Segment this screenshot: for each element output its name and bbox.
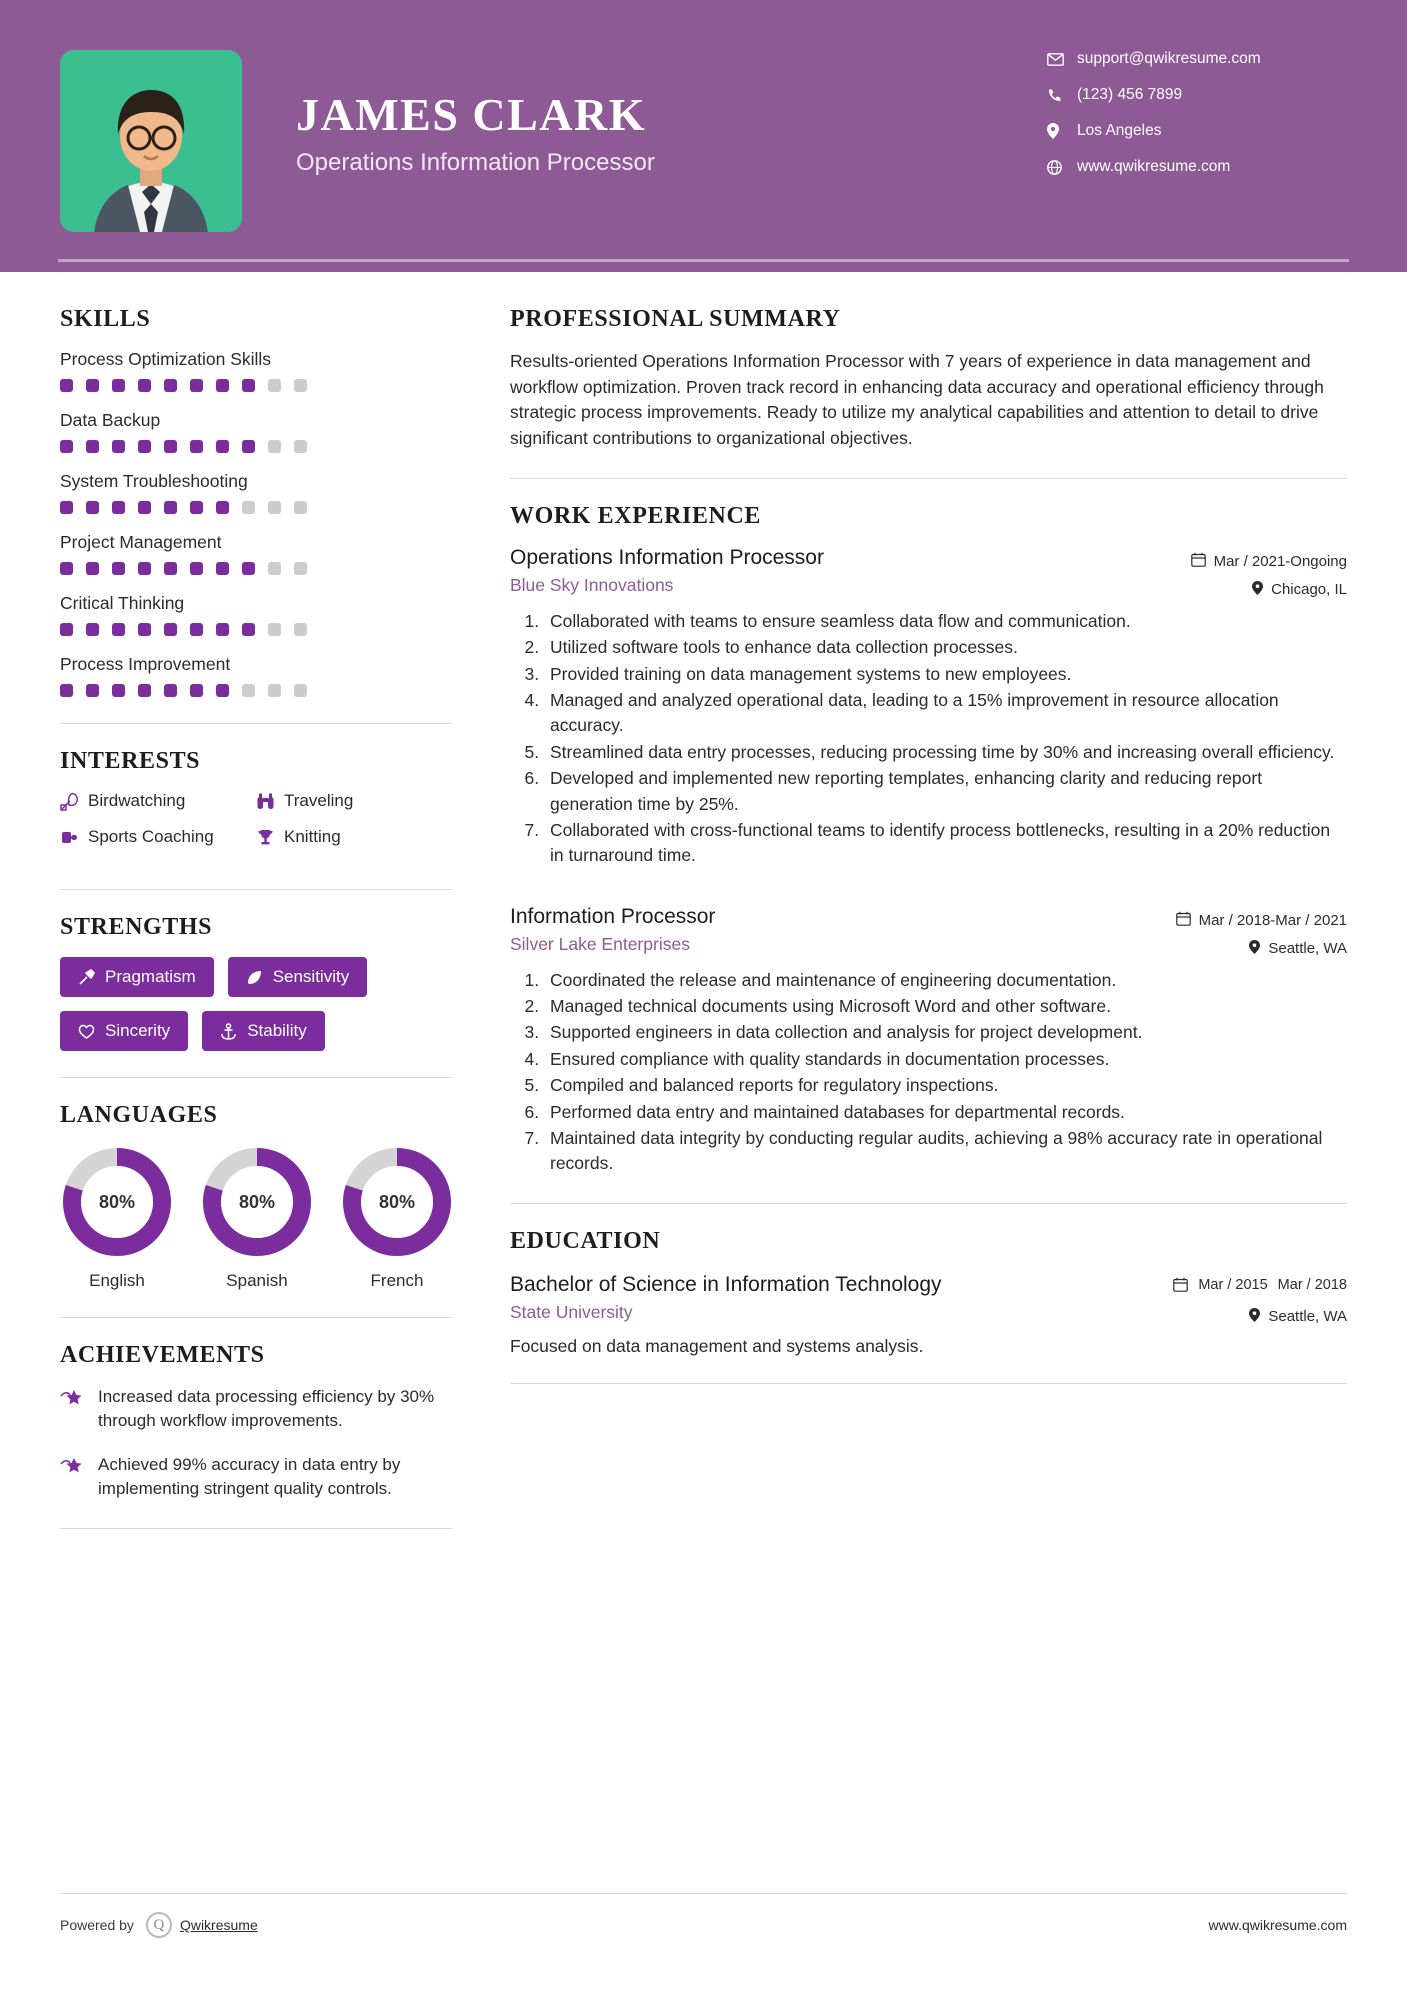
divider bbox=[60, 723, 452, 724]
skill-dot bbox=[138, 440, 151, 453]
skill-rating bbox=[60, 623, 452, 636]
skill-item bbox=[60, 593, 452, 636]
location-pin-icon bbox=[1252, 581, 1263, 599]
skill-dot bbox=[242, 501, 255, 514]
education-note: Focused on data management and systems analysis. bbox=[510, 1335, 924, 1356]
skill-dot bbox=[86, 684, 99, 697]
skills-list bbox=[60, 349, 452, 697]
education-location-text: Seattle, WA bbox=[1268, 1308, 1347, 1326]
skill-dot bbox=[216, 562, 229, 575]
star-badge-icon bbox=[60, 1385, 98, 1433]
strength-chip bbox=[60, 1011, 188, 1051]
skill-dot bbox=[294, 379, 307, 392]
calendar-icon bbox=[1191, 552, 1206, 571]
skill-dot bbox=[60, 562, 73, 575]
skill-dot bbox=[190, 623, 203, 636]
skill-item bbox=[60, 471, 452, 514]
skill-dot bbox=[268, 623, 281, 636]
skill-dot bbox=[190, 501, 203, 514]
interests-list bbox=[60, 791, 452, 863]
language-label: Spanish bbox=[226, 1271, 288, 1290]
skill-dot bbox=[268, 562, 281, 575]
contact-location bbox=[1047, 122, 1347, 140]
language-value: 80% bbox=[98, 1191, 136, 1212]
skill-label: Project Management bbox=[60, 532, 222, 552]
globe-icon bbox=[1047, 160, 1073, 175]
skill-dot bbox=[112, 440, 125, 453]
skill-dot bbox=[60, 623, 73, 636]
header-job-title: Operations Information Processor bbox=[296, 149, 655, 176]
divider bbox=[60, 1528, 452, 1529]
job-bullet: 3. Supported engineers in data collection and analysis for project development. bbox=[544, 1020, 1347, 1045]
contact-phone[interactable] bbox=[1047, 86, 1347, 104]
language-value: 80% bbox=[378, 1191, 416, 1212]
job-location-text: Seattle, WA bbox=[1268, 940, 1347, 958]
job-company: Silver Lake Enterprises bbox=[510, 933, 690, 954]
achievements-list bbox=[60, 1385, 452, 1502]
right-column bbox=[500, 306, 1347, 1529]
divider bbox=[60, 889, 452, 890]
experience-entry bbox=[510, 905, 1347, 1177]
name-block bbox=[296, 50, 655, 177]
contact-phone-text: (123) 456 7899 bbox=[1077, 86, 1183, 103]
skill-dot bbox=[86, 501, 99, 514]
job-location bbox=[1249, 934, 1347, 958]
job-company: Blue Sky Innovations bbox=[510, 574, 674, 595]
education-location bbox=[1249, 1302, 1347, 1326]
achievement-item bbox=[60, 1453, 452, 1501]
section-title-achievements: ACHIEVEMENTS bbox=[60, 1342, 265, 1368]
skill-dot bbox=[216, 501, 229, 514]
skill-dot bbox=[294, 440, 307, 453]
leaf-icon bbox=[246, 969, 263, 986]
strength-label: Stability bbox=[247, 1021, 307, 1040]
skill-dot bbox=[112, 379, 125, 392]
skill-dot bbox=[164, 379, 177, 392]
left-column bbox=[60, 306, 500, 1529]
skill-label: Data Backup bbox=[60, 410, 161, 430]
skill-label: Process Improvement bbox=[60, 654, 231, 674]
contact-website-text: www.qwikresume.com bbox=[1077, 158, 1231, 175]
powered-by-label: Powered by bbox=[60, 1917, 134, 1933]
skill-dot bbox=[242, 379, 255, 392]
skill-dot bbox=[190, 440, 203, 453]
section-title-strengths: STRENGTHS bbox=[60, 914, 213, 940]
strength-label: Sincerity bbox=[105, 1021, 171, 1040]
contact-location-text: Los Angeles bbox=[1077, 122, 1162, 139]
section-title-languages: LANGUAGES bbox=[60, 1102, 218, 1128]
interest-item bbox=[60, 791, 256, 811]
skill-dot bbox=[242, 684, 255, 697]
education-entry bbox=[510, 1271, 1347, 1357]
divider bbox=[60, 1077, 452, 1078]
skill-dot bbox=[138, 562, 151, 575]
skill-dot bbox=[294, 562, 307, 575]
page-title: JAMES CLARK bbox=[296, 89, 647, 140]
section-title-skills: SKILLS bbox=[60, 306, 151, 332]
location-pin-icon bbox=[1249, 940, 1260, 958]
section-title-interests: INTERESTS bbox=[60, 748, 201, 774]
experience-list bbox=[510, 546, 1347, 1177]
job-bullets bbox=[544, 609, 1347, 869]
skill-dot bbox=[138, 623, 151, 636]
achievement-text: Achieved 99% accuracy in data entry by implementing stringent quality controls. bbox=[98, 1455, 401, 1499]
mail-icon bbox=[1047, 53, 1073, 66]
interest-label: Knitting bbox=[284, 827, 341, 846]
skill-dot bbox=[190, 562, 203, 575]
resume-header bbox=[0, 0, 1407, 272]
whistle-icon bbox=[60, 828, 88, 847]
section-title-experience: WORK EXPERIENCE bbox=[510, 502, 762, 529]
strength-chip bbox=[202, 1011, 325, 1051]
job-date bbox=[1191, 546, 1347, 571]
feather-icon bbox=[60, 792, 88, 811]
language-item bbox=[60, 1145, 174, 1291]
skill-item bbox=[60, 349, 452, 392]
brand-name[interactable]: Qwikresume bbox=[179, 1917, 258, 1933]
skill-rating bbox=[60, 562, 452, 575]
location-pin-icon bbox=[1249, 1308, 1260, 1326]
job-bullet: 5. Streamlined data entry processes, reducing processing time by 30% and increasing overall efficiency. bbox=[544, 740, 1347, 765]
skill-dot bbox=[216, 623, 229, 636]
skill-dot bbox=[216, 440, 229, 453]
heart-icon bbox=[78, 1023, 95, 1039]
resume-body bbox=[0, 272, 1407, 1529]
job-role: Operations Information Processor bbox=[510, 545, 824, 569]
language-label: English bbox=[89, 1271, 145, 1290]
skill-dot bbox=[242, 440, 255, 453]
strength-chip bbox=[228, 957, 368, 997]
skill-dot bbox=[294, 684, 307, 697]
interest-item bbox=[256, 827, 452, 847]
skill-dot bbox=[164, 562, 177, 575]
language-gauge bbox=[200, 1145, 314, 1259]
language-gauge bbox=[60, 1145, 174, 1259]
divider bbox=[510, 1383, 1347, 1384]
skill-item bbox=[60, 410, 452, 453]
skill-dot bbox=[190, 379, 203, 392]
profile-photo bbox=[60, 50, 242, 232]
divider bbox=[510, 478, 1347, 479]
skill-dot bbox=[60, 684, 73, 697]
interest-item bbox=[256, 791, 452, 811]
job-bullet: 7. Maintained data integrity by conducting regular audits, achieving a 98% accuracy rate in operational records. bbox=[544, 1126, 1347, 1177]
skill-dot bbox=[164, 623, 177, 636]
avatar-illustration bbox=[60, 50, 242, 232]
education-dates bbox=[1173, 1271, 1347, 1296]
brand-mark-icon: Q bbox=[146, 1912, 172, 1938]
skill-dot bbox=[268, 684, 281, 697]
skill-dot bbox=[86, 440, 99, 453]
experience-entry bbox=[510, 546, 1347, 869]
job-role: Information Processor bbox=[510, 904, 716, 928]
job-bullet: 5. Compiled and balanced reports for regulatory inspections. bbox=[544, 1073, 1347, 1098]
location-pin-icon bbox=[1047, 123, 1073, 139]
language-value: 80% bbox=[238, 1191, 276, 1212]
achievement-item bbox=[60, 1385, 452, 1433]
skill-dot bbox=[138, 684, 151, 697]
language-gauge bbox=[340, 1145, 454, 1259]
skill-rating bbox=[60, 684, 452, 697]
job-bullet: 1. Collaborated with teams to ensure seamless data flow and communication. bbox=[544, 609, 1347, 634]
skill-dot bbox=[268, 440, 281, 453]
skill-item bbox=[60, 532, 452, 575]
education-start: Mar / 2015 bbox=[1198, 1277, 1268, 1294]
skill-dot bbox=[86, 379, 99, 392]
skill-dot bbox=[164, 440, 177, 453]
job-bullet: 4. Managed and analyzed operational data, leading to a 15% improvement in resource allocation accuracy. bbox=[544, 688, 1347, 739]
job-date bbox=[1176, 905, 1347, 930]
contact-website[interactable] bbox=[1047, 158, 1347, 176]
skill-dot bbox=[112, 684, 125, 697]
strength-label: Pragmatism bbox=[105, 967, 196, 986]
skill-dot bbox=[86, 562, 99, 575]
contact-email[interactable] bbox=[1047, 50, 1347, 68]
hammer-icon bbox=[78, 969, 95, 986]
strengths-list bbox=[60, 957, 452, 1051]
skill-dot bbox=[86, 623, 99, 636]
binoculars-icon bbox=[256, 792, 284, 811]
skill-dot bbox=[268, 501, 281, 514]
calendar-icon bbox=[1176, 911, 1191, 930]
job-location-text: Chicago, IL bbox=[1271, 581, 1347, 599]
skill-dot bbox=[216, 379, 229, 392]
education-end: Mar / 2018 bbox=[1277, 1277, 1347, 1294]
job-bullet: 1. Coordinated the release and maintenance of engineering documentation. bbox=[544, 968, 1347, 993]
footer-website[interactable]: www.qwikresume.com bbox=[1208, 1917, 1347, 1933]
job-bullet: 6. Performed data entry and maintained databases for departmental records. bbox=[544, 1100, 1347, 1125]
interest-label: Birdwatching bbox=[88, 791, 186, 810]
language-label: French bbox=[370, 1271, 424, 1290]
job-location bbox=[1252, 575, 1347, 599]
anchor-icon bbox=[220, 1023, 237, 1040]
job-bullet: 4. Ensured compliance with quality standards in documentation processes. bbox=[544, 1047, 1347, 1072]
skill-dot bbox=[112, 501, 125, 514]
divider bbox=[510, 1203, 1347, 1204]
job-date-text: Mar / 2018-Mar / 2021 bbox=[1198, 911, 1347, 929]
skill-dot bbox=[294, 501, 307, 514]
skill-dot bbox=[294, 623, 307, 636]
skill-rating bbox=[60, 440, 452, 453]
skill-dot bbox=[242, 562, 255, 575]
job-date-text: Mar / 2021-Ongoing bbox=[1213, 552, 1347, 570]
job-bullet: 2. Utilized software tools to enhance data collection processes. bbox=[544, 635, 1347, 660]
strength-label: Sensitivity bbox=[272, 967, 350, 986]
education-degree: Bachelor of Science in Information Technology bbox=[510, 1272, 942, 1296]
skill-label: Critical Thinking bbox=[60, 593, 185, 613]
skill-dot bbox=[60, 440, 73, 453]
skill-dot bbox=[190, 684, 203, 697]
divider bbox=[60, 1317, 452, 1318]
section-title-education: EDUCATION bbox=[510, 1227, 661, 1254]
skill-rating bbox=[60, 379, 452, 392]
summary-text: Results-oriented Operations Information Processor with 7 years of experience in data management and workflow optimization. Proven track record in enhancing data accuracy and operational efficiency through strategic process improvements. Ready to utilize my analytical capabilities and attention to detail to drive significant contributions to organizational objectives. bbox=[510, 351, 1324, 449]
skill-dot bbox=[164, 501, 177, 514]
skill-dot bbox=[112, 623, 125, 636]
star-badge-icon bbox=[60, 1453, 98, 1501]
education-school: State University bbox=[510, 1301, 633, 1322]
skill-item bbox=[60, 654, 452, 697]
skill-dot bbox=[112, 562, 125, 575]
calendar-icon bbox=[1173, 1277, 1188, 1296]
skill-label: System Troubleshooting bbox=[60, 471, 248, 491]
spacer bbox=[510, 875, 1347, 905]
qwikresume-logo[interactable] bbox=[146, 1912, 258, 1938]
skill-dot bbox=[242, 623, 255, 636]
skill-dot bbox=[164, 684, 177, 697]
skill-dot bbox=[138, 379, 151, 392]
skill-dot bbox=[216, 684, 229, 697]
job-bullets bbox=[544, 968, 1347, 1177]
achievement-text: Increased data processing efficiency by 30% through workflow improvements. bbox=[98, 1387, 435, 1431]
job-bullet: 6. Developed and implemented new reporting templates, enhancing clarity and reducing report generation time by 25%. bbox=[544, 766, 1347, 817]
contact-email-text: support@qwikresume.com bbox=[1077, 50, 1261, 67]
interest-label: Sports Coaching bbox=[88, 827, 214, 846]
job-bullet: 3. Provided training on data management systems to new employees. bbox=[544, 662, 1347, 687]
section-title-summary: PROFESSIONAL SUMMARY bbox=[510, 306, 841, 332]
interest-item bbox=[60, 827, 256, 847]
skill-dot bbox=[60, 379, 73, 392]
skill-dot bbox=[60, 501, 73, 514]
language-item bbox=[200, 1145, 314, 1291]
skill-dot bbox=[138, 501, 151, 514]
skill-rating bbox=[60, 501, 452, 514]
page-footer bbox=[60, 1893, 1347, 1938]
skill-dot bbox=[268, 379, 281, 392]
job-bullet: 7. Collaborated with cross-functional teams to identify process bottlenecks, resulting in a 20% reduction in turnaround time. bbox=[544, 818, 1347, 869]
languages-list bbox=[60, 1145, 452, 1291]
job-bullet: 2. Managed technical documents using Microsoft Word and other software. bbox=[544, 994, 1347, 1019]
trophy-icon bbox=[256, 828, 284, 847]
contact-list bbox=[1047, 50, 1347, 194]
strength-chip bbox=[60, 957, 214, 997]
phone-icon bbox=[1047, 88, 1073, 103]
interest-label: Traveling bbox=[284, 791, 354, 810]
language-item bbox=[340, 1145, 454, 1291]
skill-label: Process Optimization Skills bbox=[60, 349, 272, 369]
